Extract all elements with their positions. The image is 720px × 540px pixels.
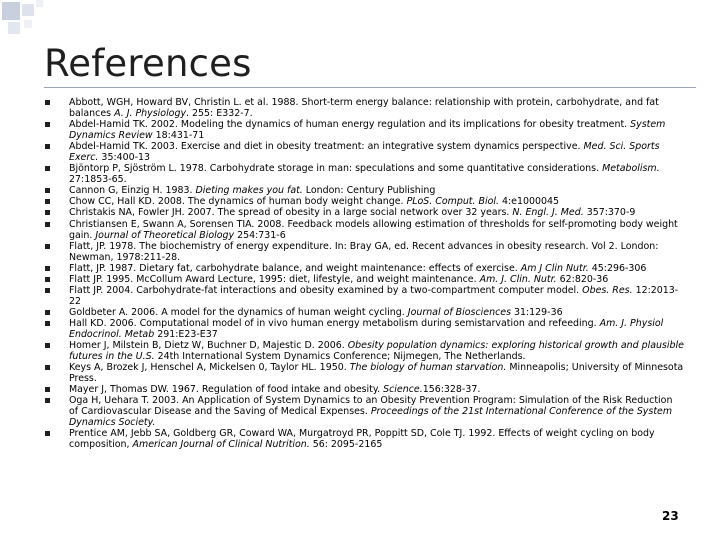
reference-details: 291:E23-E37 [154, 328, 218, 340]
reference-details: 357:370-9 [583, 207, 636, 219]
reference-source: N. Engl. J. Med. [512, 207, 584, 219]
reference-details: . 255: E332-7. [186, 108, 253, 120]
reference-item [44, 362, 684, 384]
bullet-icon [45, 310, 50, 315]
reference-text: Mayer J, Thomas DW. 1967. Regulation of food intake and obesity. [69, 384, 384, 396]
page-title: References [44, 42, 252, 85]
reference-source: American Journal of Clinical Nutrition. [132, 439, 310, 451]
reference-item [44, 274, 684, 285]
reference-item [44, 119, 684, 141]
reference-text: Abbott, WGH, Howard BV, Christin L. et al. 1988. Short-term energy balance: relationship with protein, carbohydrate, and fat balances [69, 97, 659, 120]
reference-text: Christiansen E, Swann A, Sorensen TIA. 2008. Feedback models allowing estimation of thresholds for self-promoting body weight gain. [69, 218, 678, 241]
reference-text: Flatt, JP. 1978. The biochemistry of energy expenditure. In: Bray GA, ed. Recent advances in obesity research. Vol 2. London: Newman, 1978:211-28. [69, 240, 659, 263]
reference-text: Hall KD. 2006. Computational model of in vivo human energy metabolism during semistarvation and refeeding. [69, 317, 600, 329]
bullet-icon [45, 365, 50, 370]
reference-details: 18:431-71 [152, 130, 205, 142]
bullet-icon [45, 210, 50, 215]
reference-source: Dieting makes you fat. [195, 185, 303, 197]
reference-item [44, 428, 684, 450]
reference-source: System Dynamics Review [69, 119, 666, 142]
reference-source: PLoS. Comput. Biol. [406, 196, 499, 208]
bullet-icon [45, 122, 50, 127]
bullet-icon [45, 387, 50, 392]
reference-item [44, 163, 684, 185]
title-divider [44, 87, 696, 88]
reference-text: Bjöntorp P, Sjöström L. 1978. Carbohydrate storage in man: speculations and some quantitative considerations. [69, 163, 603, 175]
reference-text: Flatt JP. 1995. McCollum Award Lecture, 1995: diet, lifestyle, and weight maintenance. [69, 273, 480, 285]
reference-item [44, 241, 684, 263]
reference-text: Abdel-Hamid TK. 2002. Modeling the dynamics of human energy regulation and its implications for obesity treatment. [69, 119, 631, 131]
reference-list [44, 97, 684, 451]
reference-details: Minneapolis; University of Minnesota Press. [69, 362, 684, 385]
reference-details: 62:820-36 [556, 273, 609, 285]
reference-text: Christakis NA, Fowler JH. 2007. The spread of obesity in a large social network over 32 years. [69, 207, 513, 219]
reference-source: Metabolism. [602, 163, 660, 175]
reference-source: Science. [383, 384, 423, 396]
reference-item [44, 340, 684, 362]
reference-item [44, 395, 684, 428]
bullet-icon [45, 398, 50, 403]
deco-square [2, 2, 20, 20]
bullet-icon [45, 188, 50, 193]
reference-text: Homer J, Milstein B, Dietz W, Buchner D, Majestic D. 2006. [69, 340, 348, 352]
reference-details: 12:2013-22 [69, 284, 679, 307]
bullet-icon [45, 277, 50, 282]
reference-text: Prentice AM, Jebb SA, Goldberg GR, Coward WA, Murgatroyd PR, Poppitt SD, Cole TJ. 1992. Effects of weight cycling on body composition, [69, 428, 655, 451]
reference-details: 35:400-13 [98, 152, 151, 164]
reference-item [44, 307, 684, 318]
reference-source: Am. J. Clin. Nutr. [479, 273, 557, 285]
reference-item [44, 185, 684, 196]
reference-item [44, 384, 684, 395]
bullet-icon [45, 166, 50, 171]
reference-text: Chow CC, Hall KD. 2008. The dynamics of human body weight change. [69, 196, 407, 208]
reference-item [44, 141, 684, 163]
bullet-icon [45, 199, 50, 204]
reference-text: Keys A, Brozek J, Henschel A, Mickelsen 0, Taylor HL. 1950. [69, 362, 350, 374]
reference-source: Obes. Res. [582, 284, 633, 296]
reference-details: 27:1853-65. [69, 174, 127, 186]
reference-item [44, 196, 684, 207]
reference-item [44, 285, 684, 307]
reference-details: 156:328-37. [422, 384, 481, 396]
reference-source: Obesity population dynamics: exploring historical growth and plausible futures in the U.S. [69, 340, 684, 363]
reference-text: Flatt JP. 2004. Carbohydrate-fat interactions and obesity examined by a two-compartment computer model. [69, 284, 583, 296]
reference-details: London: Century Publishing [302, 185, 436, 197]
reference-item [44, 263, 684, 274]
bullet-icon [45, 343, 50, 348]
reference-details: 56: 2095-2165 [309, 439, 383, 451]
bullet-icon [45, 321, 50, 326]
deco-square [24, 20, 32, 28]
reference-details: 4:e1000045 [499, 196, 560, 208]
reference-source: Journal of Theoretical Biology [95, 229, 235, 241]
deco-square [8, 22, 20, 34]
deco-square [22, 4, 34, 16]
reference-source: Journal of Biosciences [407, 306, 511, 318]
bullet-icon [45, 144, 50, 149]
reference-source: Proceedings of the 21st International Conference of the System Dynamics Society. [69, 406, 673, 429]
bullet-icon [45, 266, 50, 271]
reference-source: Am. J. Physiol Endocrinol. Metab [69, 317, 664, 340]
bullet-icon [45, 100, 50, 105]
reference-item [44, 318, 684, 340]
reference-source: A. J. Physiology [114, 108, 187, 120]
reference-source: The biology of human starvation. [349, 362, 507, 374]
reference-text: Flatt, JP. 1987. Dietary fat, carbohydrate balance, and weight maintenance: effects of exercise. [69, 262, 521, 274]
bullet-icon [45, 222, 50, 227]
reference-text: Oga H, Uehara T. 2003. An Application of System Dynamics to an Obesity Prevention Program: Simulation of the Risk Reduction of Cardiovascular Disease and the Saving of Medical Expenses. [69, 395, 673, 418]
bullet-icon [45, 244, 50, 249]
reference-text: Goldbeter A. 2006. A model for the dynamics of human weight cycling. [69, 306, 408, 318]
reference-text: Cannon G, Einzig H. 1983. [69, 185, 196, 197]
deco-square [36, 0, 43, 7]
reference-details: 254:731-6 [234, 229, 286, 241]
bullet-icon [45, 431, 50, 436]
reference-details: 45:296-306 [588, 262, 647, 274]
reference-source: Am J Clin Nutr. [520, 262, 589, 274]
reference-item [44, 219, 684, 241]
bullet-icon [45, 288, 50, 293]
reference-source: Med. Sci. Sports Exerc. [69, 141, 660, 164]
page-number: 23 [662, 509, 679, 523]
reference-details: 24th International System Dynamics Conference; Nijmegen, The Netherlands. [154, 351, 526, 363]
reference-text: Abdel-Hamid TK. 2003. Exercise and diet in obesity treatment: an integrative system dynamics perspective. [69, 141, 584, 153]
reference-item [44, 97, 684, 119]
reference-details: 31:129-36 [510, 306, 563, 318]
reference-item [44, 207, 684, 218]
